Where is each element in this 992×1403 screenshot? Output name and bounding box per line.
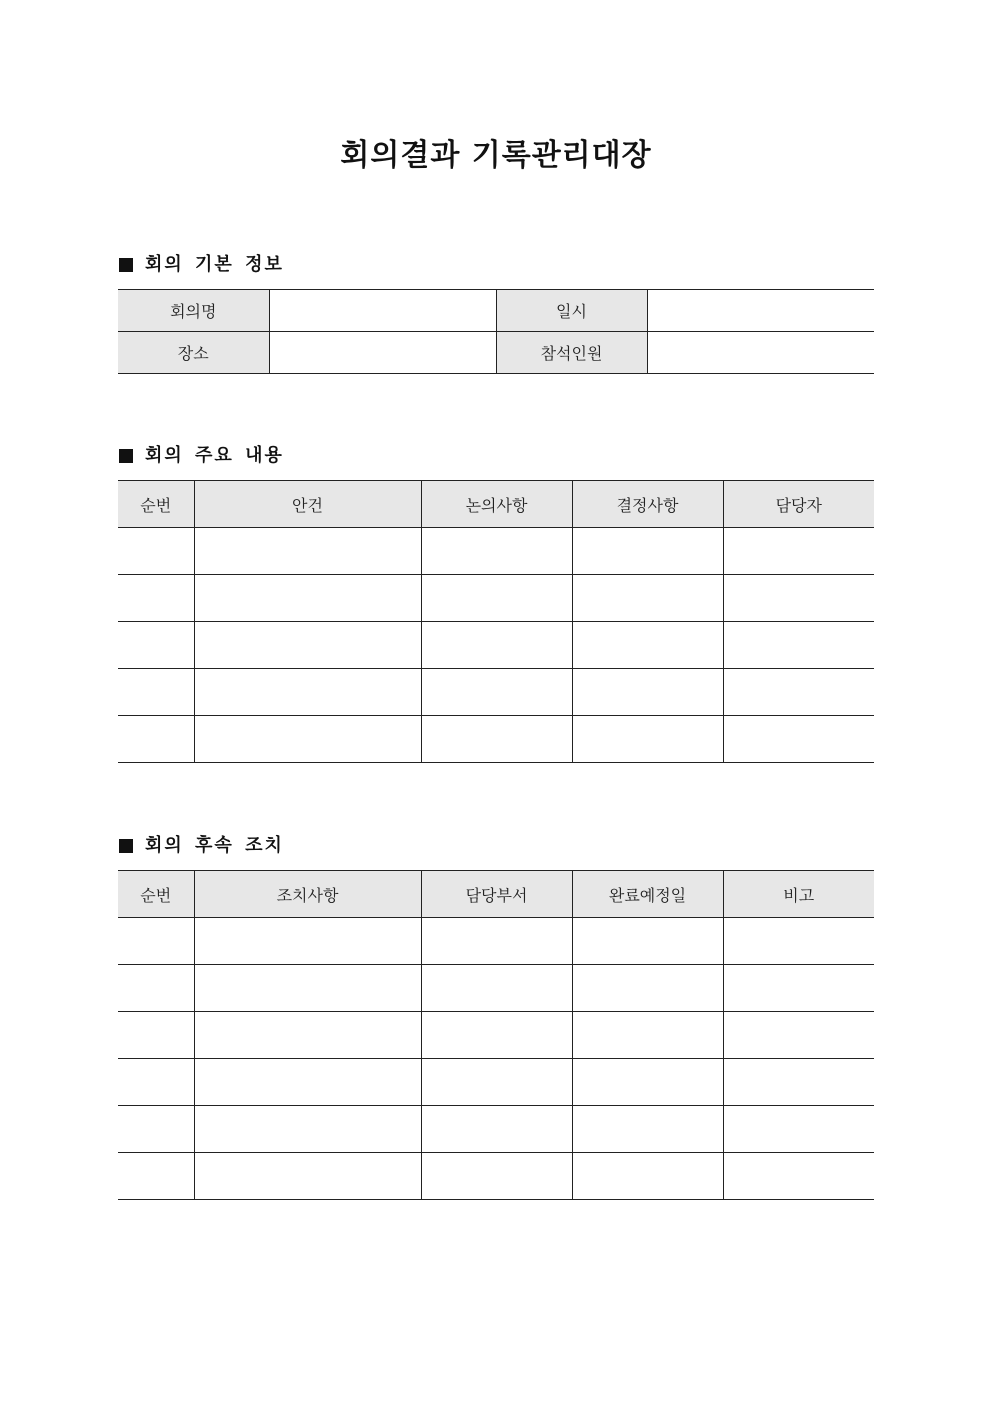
- column-header-assignee: 담당자: [723, 481, 874, 528]
- due-date-cell[interactable]: [572, 1059, 723, 1106]
- column-header-number: 순번: [118, 481, 194, 528]
- basic-info-row: [118, 332, 874, 374]
- remarks-cell[interactable]: [723, 1012, 874, 1059]
- number-cell[interactable]: [118, 965, 194, 1012]
- number-cell[interactable]: [118, 1153, 194, 1200]
- table-row: [118, 1153, 874, 1200]
- column-header-department: 담당부서: [421, 871, 572, 918]
- table-row: [118, 965, 874, 1012]
- square-bullet-icon: [119, 839, 133, 853]
- remarks-cell[interactable]: [723, 965, 874, 1012]
- number-cell[interactable]: [118, 575, 194, 622]
- action-cell[interactable]: [194, 1059, 421, 1106]
- basic-info-row: [118, 290, 874, 332]
- basic-info-table: [118, 289, 874, 374]
- discussion-cell[interactable]: [421, 622, 572, 669]
- assignee-cell[interactable]: [723, 575, 874, 622]
- follow-up-heading-text: 회의 후속 조치: [145, 835, 284, 856]
- table-row: [118, 716, 874, 763]
- department-cell[interactable]: [421, 965, 572, 1012]
- basic-info-heading: [119, 253, 284, 277]
- remarks-cell[interactable]: [723, 1153, 874, 1200]
- number-cell[interactable]: [118, 716, 194, 763]
- agenda-cell[interactable]: [194, 622, 421, 669]
- assignee-cell[interactable]: [723, 669, 874, 716]
- number-cell[interactable]: [118, 1106, 194, 1153]
- document-title: 회의결과 기록관리대장: [340, 138, 652, 173]
- agenda-header-row: [118, 481, 874, 528]
- meeting-datetime-label: 일시: [496, 290, 647, 332]
- follow-up-table: [118, 870, 874, 1200]
- action-cell[interactable]: [194, 918, 421, 965]
- table-row: [118, 918, 874, 965]
- agenda-cell[interactable]: [194, 528, 421, 575]
- agenda-cell[interactable]: [194, 669, 421, 716]
- meeting-place-field[interactable]: [269, 332, 496, 374]
- action-cell[interactable]: [194, 1153, 421, 1200]
- assignee-cell[interactable]: [723, 622, 874, 669]
- remarks-cell[interactable]: [723, 1059, 874, 1106]
- follow-up-header-row: [118, 871, 874, 918]
- table-row: [118, 669, 874, 716]
- table-row: [118, 575, 874, 622]
- action-cell[interactable]: [194, 965, 421, 1012]
- square-bullet-icon: [119, 258, 133, 272]
- table-row: [118, 528, 874, 575]
- department-cell[interactable]: [421, 1106, 572, 1153]
- meeting-name-label: 회의명: [118, 290, 269, 332]
- number-cell[interactable]: [118, 669, 194, 716]
- column-header-due-date: 완료예정일: [572, 871, 723, 918]
- remarks-cell[interactable]: [723, 1106, 874, 1153]
- remarks-cell[interactable]: [723, 918, 874, 965]
- attendees-field[interactable]: [647, 332, 874, 374]
- department-cell[interactable]: [421, 1153, 572, 1200]
- table-row: [118, 1012, 874, 1059]
- assignee-cell[interactable]: [723, 716, 874, 763]
- column-header-number: 순번: [118, 871, 194, 918]
- decision-cell[interactable]: [572, 528, 723, 575]
- number-cell[interactable]: [118, 1012, 194, 1059]
- attendees-label: 참석인원: [496, 332, 647, 374]
- due-date-cell[interactable]: [572, 1012, 723, 1059]
- number-cell[interactable]: [118, 622, 194, 669]
- meeting-place-label: 장소: [118, 332, 269, 374]
- decision-cell[interactable]: [572, 669, 723, 716]
- main-content-heading-text: 회의 주요 내용: [145, 445, 284, 466]
- square-bullet-icon: [119, 449, 133, 463]
- discussion-cell[interactable]: [421, 528, 572, 575]
- agenda-table: [118, 480, 874, 763]
- column-header-remarks: 비고: [723, 871, 874, 918]
- due-date-cell[interactable]: [572, 1153, 723, 1200]
- discussion-cell[interactable]: [421, 669, 572, 716]
- follow-up-body: [118, 918, 874, 1200]
- table-row: [118, 622, 874, 669]
- column-header-discussion: 논의사항: [421, 481, 572, 528]
- number-cell[interactable]: [118, 1059, 194, 1106]
- table-row: [118, 1106, 874, 1153]
- column-header-agenda: 안건: [194, 481, 421, 528]
- assignee-cell[interactable]: [723, 528, 874, 575]
- decision-cell[interactable]: [572, 622, 723, 669]
- main-content-heading: [119, 444, 284, 468]
- number-cell[interactable]: [118, 918, 194, 965]
- number-cell[interactable]: [118, 528, 194, 575]
- decision-cell[interactable]: [572, 716, 723, 763]
- follow-up-heading: [119, 834, 284, 858]
- table-row: [118, 1059, 874, 1106]
- meeting-datetime-field[interactable]: [647, 290, 874, 332]
- department-cell[interactable]: [421, 918, 572, 965]
- due-date-cell[interactable]: [572, 965, 723, 1012]
- action-cell[interactable]: [194, 1106, 421, 1153]
- column-header-decision: 결정사항: [572, 481, 723, 528]
- due-date-cell[interactable]: [572, 1106, 723, 1153]
- column-header-action: 조치사항: [194, 871, 421, 918]
- agenda-cell[interactable]: [194, 575, 421, 622]
- agenda-body: [118, 528, 874, 763]
- meeting-name-field[interactable]: [269, 290, 496, 332]
- department-cell[interactable]: [421, 1012, 572, 1059]
- discussion-cell[interactable]: [421, 575, 572, 622]
- action-cell[interactable]: [194, 1012, 421, 1059]
- agenda-cell[interactable]: [194, 716, 421, 763]
- due-date-cell[interactable]: [572, 918, 723, 965]
- department-cell[interactable]: [421, 1059, 572, 1106]
- discussion-cell[interactable]: [421, 716, 572, 763]
- decision-cell[interactable]: [572, 575, 723, 622]
- basic-info-heading-text: 회의 기본 정보: [145, 254, 284, 275]
